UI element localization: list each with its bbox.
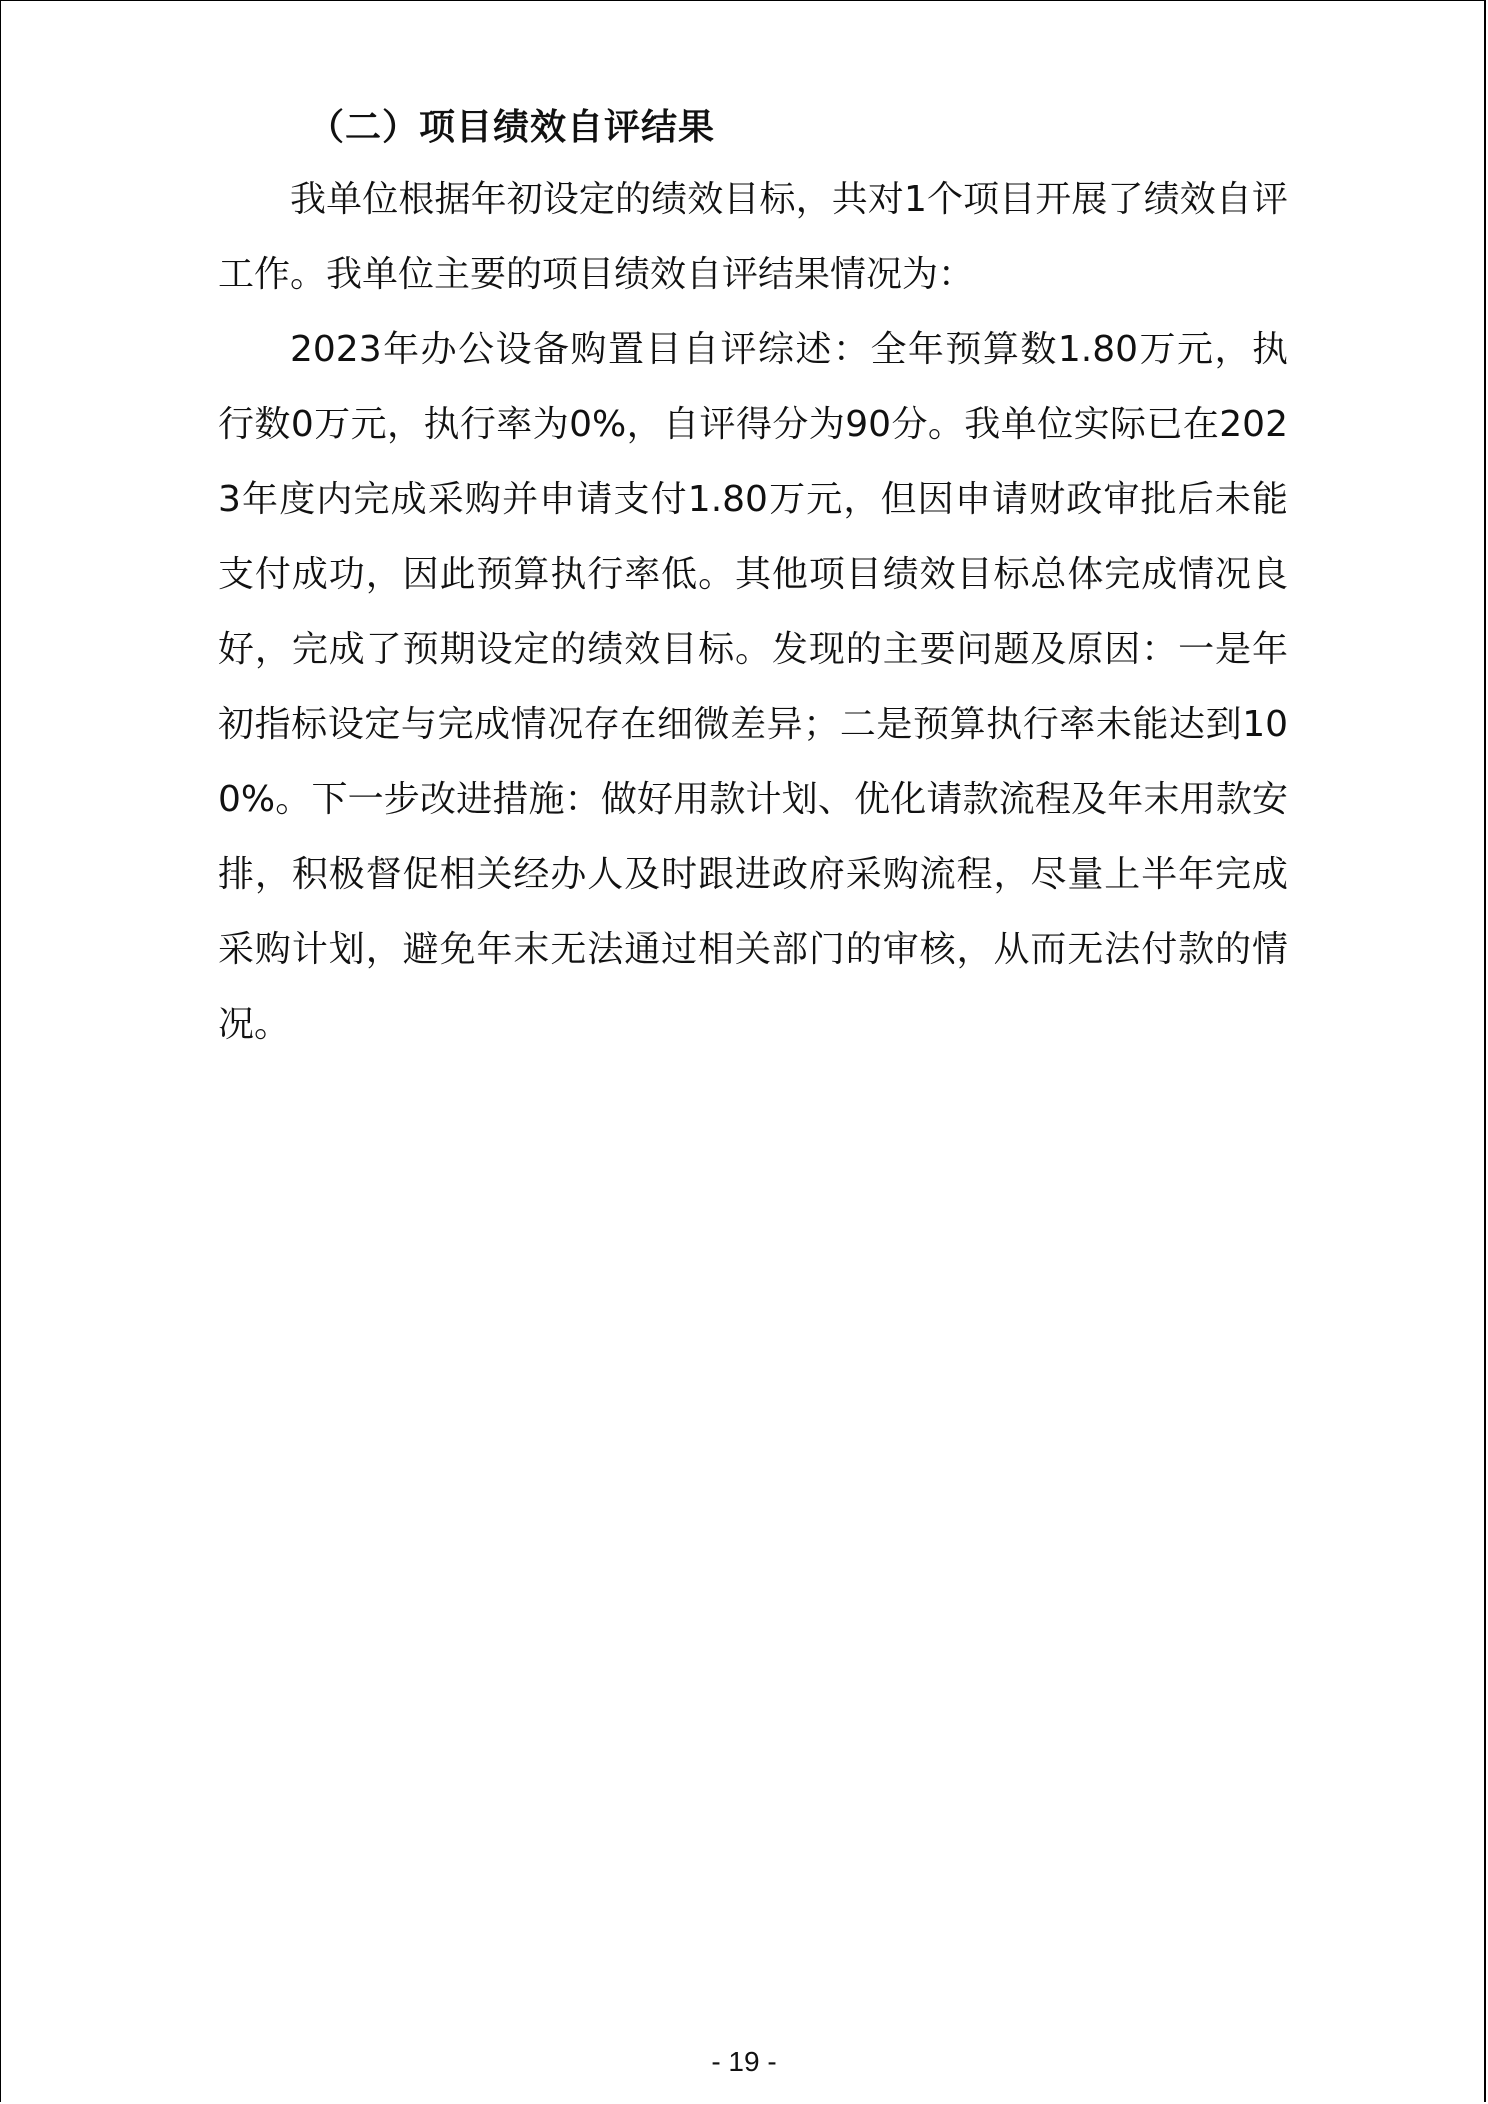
- section-heading: （二）项目绩效自评结果: [308, 107, 716, 148]
- paragraph-project-summary: 2023年办公设备购置目自评综述：全年预算数1.80万元，执行数0万元，执行率为0%，自评得分为90分。我单位实际已在2023年度内完成采购并申请支付1.80万元，但因申请财政审批后未能支付成功，因此预算执行率低。其他项目绩效目标总体完成情况良好，完成了预期设定的绩效目标。发现的主要问题及原因：一是年初指标设定与完成情况存在细微差异；二是预算执行率未能达到100%。下一步改进措施：做好用款计划、优化请款流程及年末用款安排，积极督促相关经办人及时跟进政府采购流程，尽量上半年完成采购计划，避免年末无法通过相关部门的审核，从而无法付款的情况。: [218, 329, 1288, 1045]
- document-body: [218, 94, 1288, 1062]
- page-number: - 19 -: [711, 2046, 777, 2077]
- paragraph-intro: 我单位根据年初设定的绩效目标，共对1个项目开展了绩效自评工作。我单位主要的项目绩效自评结果情况为：: [218, 179, 1288, 295]
